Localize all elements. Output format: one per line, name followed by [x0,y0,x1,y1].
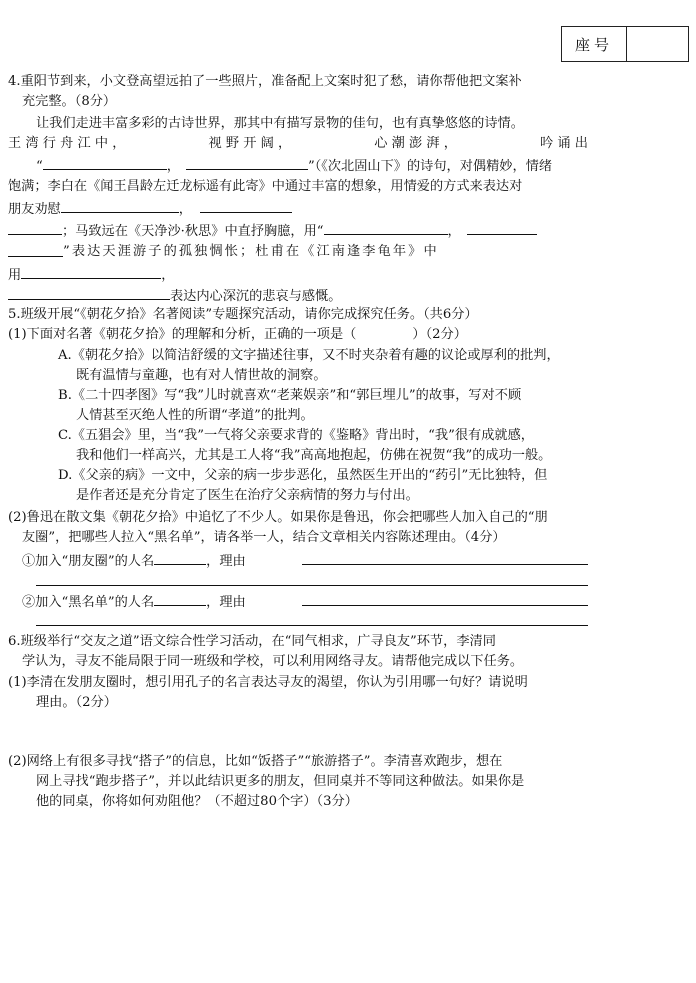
q6-part2-answer-area[interactable] [36,816,588,966]
q4-line9-text: ”表达天涯游子的孤独惆怅；杜甫在《江南逢李龟年》中 [63,244,439,259]
q4-line10-head: 用 [8,268,22,283]
option-a-line2: 既有温情与童趣，也有对人情世故的洞察。 [76,368,327,383]
q6-stem-line1: 6.班级举行“交友之道”语文综合性学习活动，在“同气相求，广寻良友”环节，李清同 [8,634,496,649]
friend-name-blank[interactable] [154,550,206,565]
q6-part1-line2: 理由。（2分） [36,695,117,710]
comma: ， [447,224,461,239]
comma: ， [161,268,175,283]
blacklist-reason-line2[interactable] [36,625,588,626]
q6-part2-line1: (2)网络上有很多寻找“搭子”的信息，比如“饭搭子”“旅游搭子”。李清喜欢跑步，想在 [8,754,503,769]
fill-blank-1[interactable] [43,155,167,170]
seat-number-label: 座号 [562,27,627,61]
q4-intro: 让我们走进丰富多彩的古诗世界，那其中有描写景物的佳句，也有真挚悠悠的诗情。 [36,116,524,131]
q4-line4-part-c: 心 潮 澎 湃 ， [374,136,457,151]
fill-blank-5[interactable] [8,220,62,235]
q4-line11 [8,285,341,307]
q4-line7 [8,198,292,220]
q4-line6: 饱满；李白在《闻王昌龄左迁龙标遥有此寄》中通过丰富的想象，用情爱的方式来表达对 [8,179,523,194]
blacklist-reason-line1[interactable] [302,605,588,606]
option-a-line1[interactable]: A.《朝花夕拾》以简洁舒缓的文字描述往事，又不时夹杂着有趣的议论或厚利的批判， [58,348,560,363]
q6-part2-line3: 他的同桌，你将如何劝阻他？（不超过80个字）（3分） [36,794,358,809]
seat-number-field[interactable] [627,27,688,61]
friend-circle-row [22,550,246,572]
fill-blank-6[interactable] [324,220,448,235]
friend-circle-label: ①加入“朋友圈”的人名 [22,554,155,569]
reason-label: ，理由 [206,554,246,569]
q5-part1-stem [8,325,467,345]
open-quote: “ [36,159,43,174]
fill-blank-3[interactable] [61,198,179,213]
friend-reason-line2[interactable] [36,585,588,586]
fill-blank-4[interactable] [200,198,292,213]
fill-blank-10[interactable] [8,285,170,300]
option-b-line1[interactable]: B.《二十四孝图》写“我”儿时就喜欢“老莱娱亲”和“郭巨埋儿”的故事，写对不顾 [58,388,522,403]
q4-line10 [8,264,174,286]
fill-blank-8[interactable] [8,242,63,257]
blacklist-row [22,591,246,613]
seat-number-box [561,26,689,62]
comma: ， [178,202,192,217]
blacklist-label: ②加入“黑名单”的人名 [22,595,155,610]
q4-stem-line1: 4.重阳节到来，小文登高望远拍了一些照片，准备配上文案时犯了愁，请你帮他把文案补 [8,74,522,89]
option-c-line1[interactable]: C.《五猖会》里，当“我”一气将父亲要求背的《鉴略》背出时，“我”很有成就感， [58,428,534,443]
q5-part2-line1: (2)鲁迅在散文集《朝花夕拾》中追忆了不少人。如果你是鲁迅，你会把哪些人加入自己的“朋 [8,510,548,525]
option-c-line2: 我和他们一样高兴，尤其是工人将“我”高高地抱起，仿佛在祝贺“我”的成功一般。 [76,448,552,463]
q6-part1-line1: (1)李清在发朋友圈时，想引用孔子的名言表达寻友的渴望，你认为引用哪一句好？请说明 [8,675,528,690]
q5-title: 5.班级开展“《朝花夕拾》名著阅读”专题探究活动，请你完成探究任务。（共6分） [8,307,478,322]
q6-stem-line2: 学认为，寻友不能局限于同一班级和学校，可以利用网络寻友。请帮他完成以下任务。 [22,654,524,669]
blacklist-name-blank[interactable] [154,591,206,606]
fill-blank-9[interactable] [21,264,161,279]
q4-stem-line2: 充完整。（8分） [22,94,117,109]
q4-line8-text: ；马致远在《天净沙·秋思》中直抒胸臆，用“ [62,224,324,239]
q4-line4-part-a: 王 湾 行 舟 江 中 ， [8,136,126,151]
option-d-line2: 是作者还是充分肯定了医生在治疗父亲病情的努力与付出。 [76,488,419,503]
q4-line5-tail: ”（《次北固山下》的诗句，对偶精妙，情绪 [307,159,553,174]
q5-part1-text: (1)下面对名著《朝花夕拾》的理解和分析，正确的一项是（ [8,327,357,342]
q4-line4-part-d: 吟 诵 出 [540,136,588,151]
q4-line11-text: 表达内心深沉的悲哀与感慨。 [170,289,342,304]
option-b-line2: 人情甚至灭绝人性的所谓“孝道”的批判。 [76,408,314,423]
option-d-line1[interactable]: D.《父亲的病》一文中，父亲的病一步步恶化，虽然医生开出的“药引”无比独特，但 [58,468,548,483]
reason-label: ，理由 [206,595,246,610]
q5-part1-score: ）（2分） [412,327,467,342]
q4-line8 [8,220,537,242]
q6-part1-answer-area[interactable] [36,716,588,748]
friend-reason-line1[interactable] [302,564,588,565]
q5-part2-line2: 友圈”，把哪些人拉入“黑名单”，请各举一人，结合文章相关内容陈述理由。（4分） [22,530,506,545]
q4-line5 [36,155,552,177]
q4-line9 [8,242,588,262]
q6-part2-line2: 网上寻找“跑步搭子”，并以此结识更多的朋友，但同桌并不等同这种做法。如果你是 [36,774,525,789]
fill-blank-2[interactable] [186,155,308,170]
fill-blank-7[interactable] [467,220,537,235]
comma: ， [166,159,180,174]
q4-line7-head: 朋友劝慰 [8,202,61,217]
q4-line4-part-b: 视 野 开 阔 ， [208,136,292,151]
q4-line4 [8,134,588,154]
